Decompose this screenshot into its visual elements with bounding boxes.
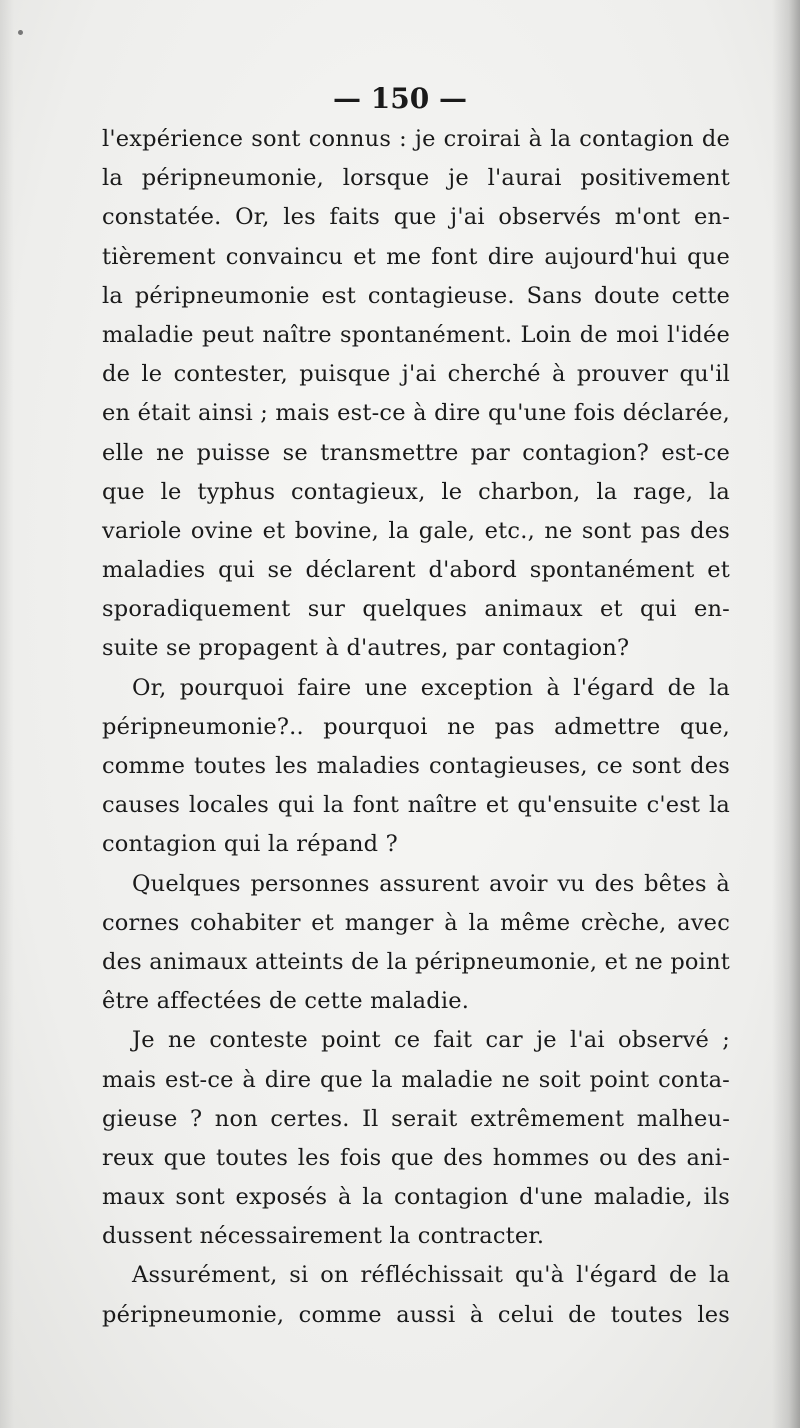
- text-line: sporadiquement sur quelques animaux et qui en-: [102, 596, 730, 623]
- text-line: gieuse ? non certes. Il serait extrêmement malheu-: [102, 1105, 730, 1132]
- text-line: en était ainsi ; mais est-ce à dire qu'une fois déclarée,: [102, 400, 730, 427]
- text-line: que le typhus contagieux, le charbon, la rage, la: [102, 478, 730, 505]
- text-line: maux sont exposés à la contagion d'une maladie, ils: [102, 1184, 730, 1211]
- ink-speck: [18, 30, 23, 35]
- text-line: maladie peut naître spontanément. Loin de moi l'idée: [102, 321, 730, 348]
- text-line: péripneumonie, comme aussi à celui de toutes les: [102, 1301, 730, 1328]
- paragraph-start-line: Assurément, si on réfléchissait qu'à l'égard de la: [132, 1262, 730, 1289]
- text-line: tièrement convaincu et me font dire aujourd'hui que: [102, 243, 730, 270]
- paragraph-start-line: Quelques personnes assurent avoir vu des bêtes à: [132, 870, 730, 897]
- text-line: péripneumonie?.. pourquoi ne pas admettre que,: [102, 713, 730, 740]
- text-line: maladies qui se déclarent d'abord spontanément et: [102, 557, 730, 584]
- text-line: être affectées de cette maladie.: [102, 988, 470, 1015]
- text-line: reux que toutes les fois que des hommes ou des ani-: [102, 1144, 730, 1171]
- text-line: contagion qui la répand ?: [102, 831, 398, 858]
- text-line: l'expérience sont connus : je croirai à la contagion de: [102, 126, 730, 152]
- text-line: des animaux atteints de la péripneumonie, et ne point: [102, 948, 730, 975]
- text-line: constatée. Or, les faits que j'ai observés m'ont en-: [102, 204, 730, 231]
- text-line: comme toutes les maladies contagieuses, ce sont des: [102, 753, 730, 779]
- page-left-shadow: [0, 0, 14, 1428]
- page-right-shadow: [772, 0, 800, 1428]
- text-line: la péripneumonie, lorsque je l'aurai positivement: [102, 165, 730, 192]
- text-line: elle ne puisse se transmettre par contagion? est-ce: [102, 439, 730, 466]
- body-text: [102, 120, 730, 1335]
- text-line: cornes cohabiter et manger à la même crèche, avec: [102, 909, 730, 936]
- text-line: causes locales qui la font naître et qu'ensuite c'est la: [102, 792, 730, 819]
- text-line: la péripneumonie est contagieuse. Sans doute cette: [102, 282, 730, 309]
- page-number: — 150 —: [333, 82, 467, 115]
- text-line: suite se propagent à d'autres, par contagion?: [102, 635, 630, 662]
- text-line: mais est-ce à dire que la maladie ne soit point conta-: [102, 1066, 730, 1093]
- text-line: variole ovine et bovine, la gale, etc., ne sont pas des: [102, 517, 730, 544]
- text-line: de le contester, puisque j'ai cherché à prouver qu'il: [102, 361, 730, 388]
- paragraph-start-line: Or, pourquoi faire une exception à l'égard de la: [132, 674, 730, 701]
- text-line: dussent nécessairement la contracter.: [102, 1223, 545, 1250]
- paragraph-start-line: Je ne conteste point ce fait car je l'ai observé ;: [132, 1027, 730, 1054]
